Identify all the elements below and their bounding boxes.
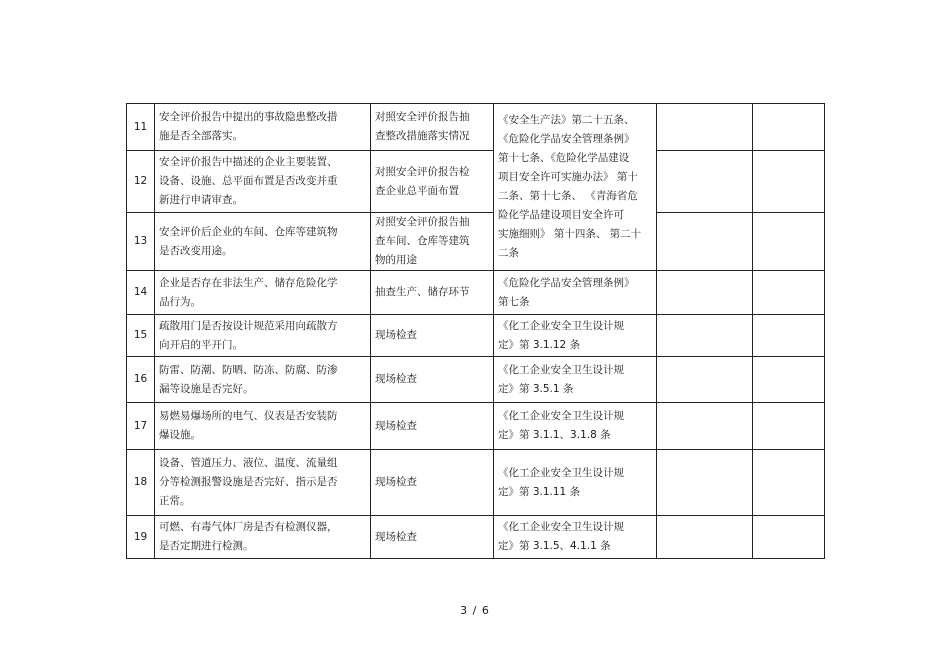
- total-pages: 6: [481, 604, 490, 617]
- table-row: [127, 213, 825, 271]
- check-item: 安全评价报告中描述的企业主要装置、 设备、设施、总平面布置是否改变并重 新进行申请审查。: [155, 151, 371, 213]
- check-item: 设备、管道压力、液位、温度、流量组 分等检测报警设施是否完好、指示是否 正常。: [155, 450, 371, 516]
- row-number: 14: [127, 271, 155, 315]
- result-cell: [657, 315, 753, 357]
- row-number: 12: [127, 151, 155, 213]
- legal-basis: 《化工企业安全卫生设计规 定》第 3.5.1 条: [494, 357, 657, 403]
- result-cell: [657, 151, 753, 213]
- remarks-cell: [753, 450, 825, 516]
- result-cell: [657, 104, 753, 151]
- check-method: 现场检查: [371, 315, 494, 357]
- result-cell: [657, 403, 753, 450]
- remarks-cell: [753, 213, 825, 271]
- row-number: 16: [127, 357, 155, 403]
- result-cell: [657, 450, 753, 516]
- remarks-cell: [753, 403, 825, 450]
- table-row: [127, 271, 825, 315]
- check-item: 易燃易爆场所的电气、仪表是否安装防 爆设施。: [155, 403, 371, 450]
- row-number: 13: [127, 213, 155, 271]
- check-method: 对照安全评价报告抽 查整改措施落实情况: [371, 104, 494, 151]
- check-item: 可燃、有毒气体厂房是否有检测仪器， 是否定期进行检测。: [155, 516, 371, 559]
- legal-basis: 《化工企业安全卫生设计规 定》第 3.1.1、3.1.8 条: [494, 403, 657, 450]
- remarks-cell: [753, 271, 825, 315]
- row-number: 19: [127, 516, 155, 559]
- check-method: 现场检查: [371, 357, 494, 403]
- check-method: 对照安全评价报告抽 查车间、仓库等建筑 物的用途: [371, 213, 494, 271]
- row-number: 17: [127, 403, 155, 450]
- check-method: 现场检查: [371, 516, 494, 559]
- row-number: 11: [127, 104, 155, 151]
- table-row: [127, 450, 825, 516]
- table-row: [127, 357, 825, 403]
- row-number: 15: [127, 315, 155, 357]
- remarks-cell: [753, 151, 825, 213]
- check-item: 企业是否存在非法生产、储存危险化学 品行为。: [155, 271, 371, 315]
- table-row: [127, 315, 825, 357]
- legal-basis: 《危险化学品安全管理条例》 第七条: [494, 271, 657, 315]
- check-method: 对照安全评价报告检 查企业总平面布置: [371, 151, 494, 213]
- legal-basis-merged: 《安全生产法》第二十五条、 《危险化学品安全管理条例》 第十七条、《危险化学品建设 项目安全许可实施办法》 第十 二条、第十七条、 《青海省危 险化学品建设项目安全许可 实施细则》 第十四条、 第二十 二条: [494, 104, 657, 271]
- table-row: [127, 151, 825, 213]
- legal-basis: 《化工企业安全卫生设计规 定》第 3.1.11 条: [494, 450, 657, 516]
- check-method: 现场检查: [371, 403, 494, 450]
- page-separator: /: [472, 604, 478, 617]
- result-cell: [657, 213, 753, 271]
- row-number: 18: [127, 450, 155, 516]
- legal-basis: 《化工企业安全卫生设计规 定》第 3.1.12 条: [494, 315, 657, 357]
- page-number: [0, 604, 950, 617]
- check-item: 安全评价后企业的车间、仓库等建筑物 是否改变用途。: [155, 213, 371, 271]
- inspection-table: [126, 103, 825, 559]
- check-item: 疏散用门是否按设计规范采用向疏散方 向开启的平开门。: [155, 315, 371, 357]
- table-row: [127, 516, 825, 559]
- table-row: [127, 403, 825, 450]
- check-method: 抽查生产、储存环节: [371, 271, 494, 315]
- current-page: 3: [460, 604, 469, 617]
- check-method: 现场检查: [371, 450, 494, 516]
- remarks-cell: [753, 357, 825, 403]
- check-item: 安全评价报告中提出的事故隐患整改措 施是否全部落实。: [155, 104, 371, 151]
- remarks-cell: [753, 516, 825, 559]
- result-cell: [657, 357, 753, 403]
- legal-basis: 《化工企业安全卫生设计规 定》第 3.1.5、4.1.1 条: [494, 516, 657, 559]
- remarks-cell: [753, 315, 825, 357]
- check-item: 防雷、防潮、防晒、防冻、防腐、防渗 漏等设施是否完好。: [155, 357, 371, 403]
- remarks-cell: [753, 104, 825, 151]
- result-cell: [657, 516, 753, 559]
- table-row: [127, 104, 825, 151]
- result-cell: [657, 271, 753, 315]
